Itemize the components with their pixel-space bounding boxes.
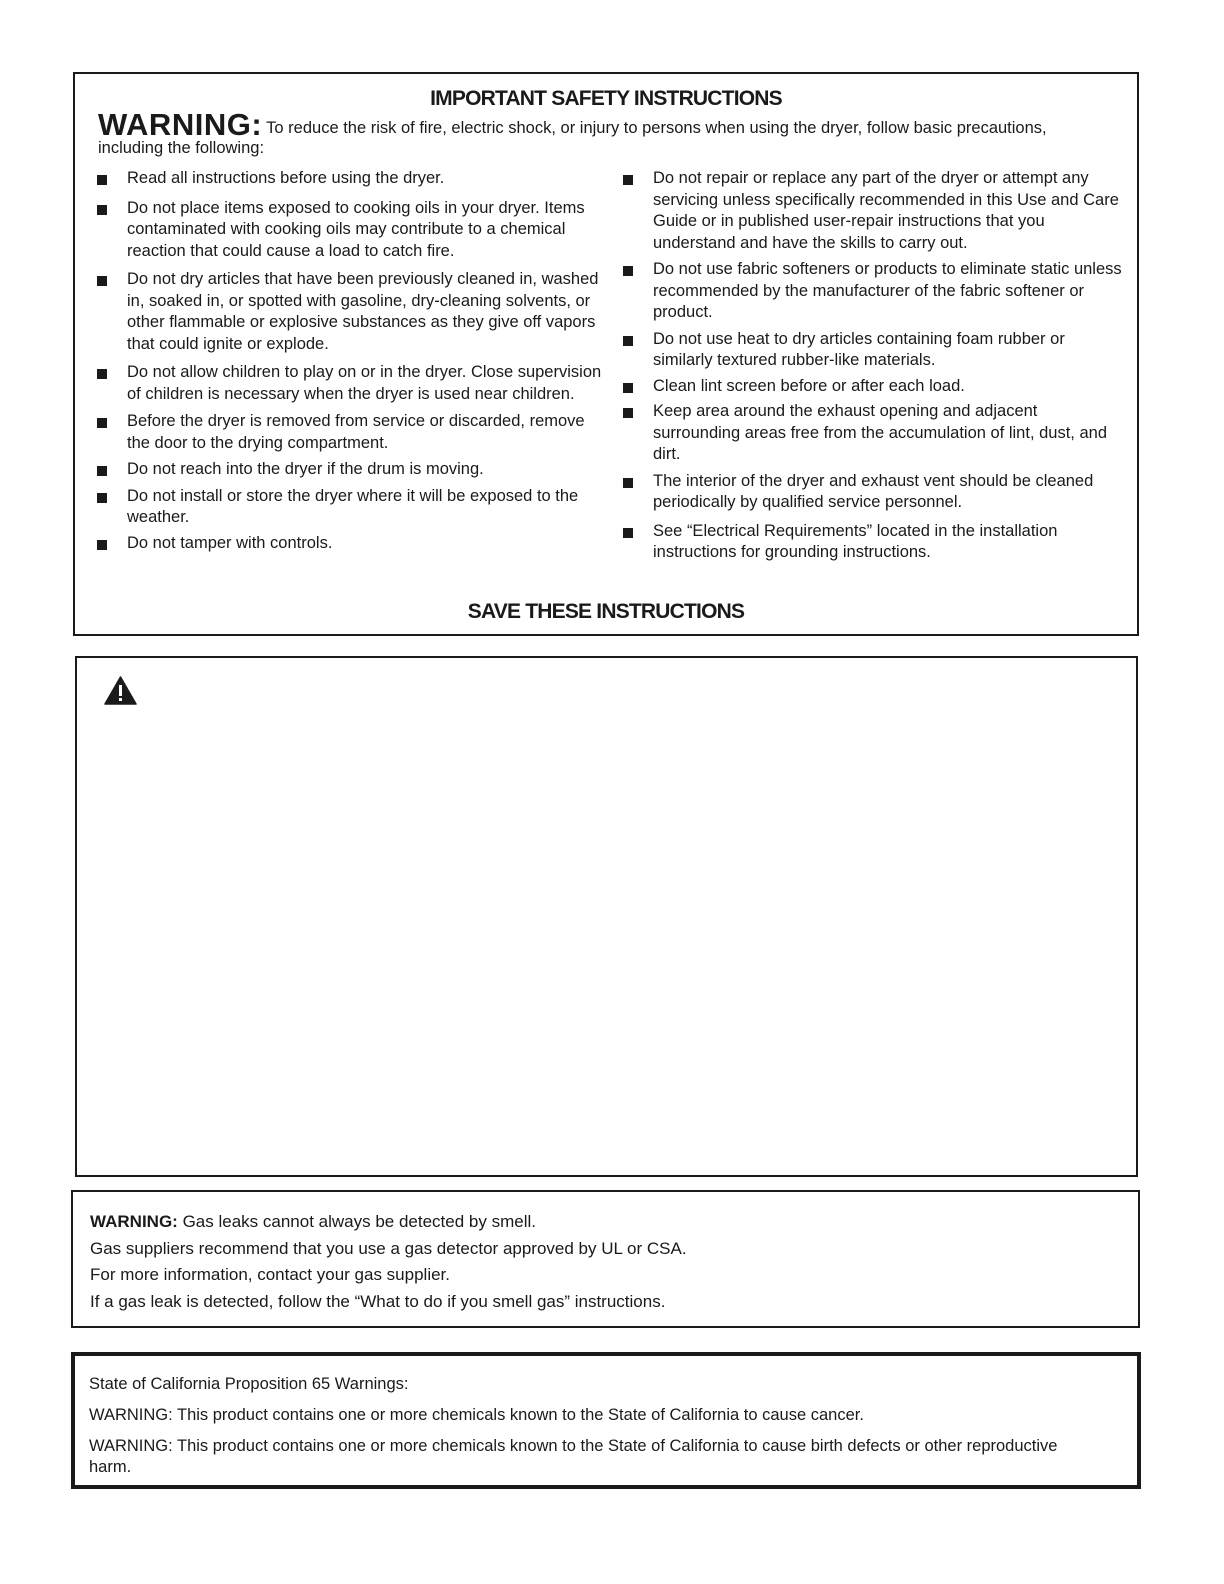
safety-list-left (97, 168, 602, 554)
warning-label: WARNING: (90, 1212, 178, 1231)
bullet-square-icon (97, 540, 107, 550)
intro-text-line1: To reduce the risk of fire, electric shock, or injury to persons when using the dryer, follow basic precautions, (266, 119, 1047, 137)
intro-text-line2: including the following: (98, 139, 265, 157)
list-item: Do not dry articles that have been previously cleaned in, washed in, soaked in, or spotted with gasoline, dry-cleaning solvents, or other flammable or explosive substances as they give off vapors that could ignite or explode. (97, 269, 602, 355)
bullet-square-icon (97, 466, 107, 476)
list-item: Keep area around the exhaust opening and adjacent surrounding areas free from the accumulation of lint, dust, and dirt. (623, 401, 1123, 466)
safety-title: IMPORTANT SAFETY INSTRUCTIONS (430, 87, 782, 110)
bullet-square-icon (623, 528, 633, 538)
prop65-warning-box (71, 1352, 1141, 1489)
bullet-square-icon (97, 175, 107, 185)
warning-label: WARNING: (98, 107, 263, 142)
gas-line-4: If a gas leak is detected, follow the “What to do if you smell gas” instructions. (90, 1291, 666, 1311)
list-item: Do not use heat to dry articles containing foam rubber or similarly textured rubber-like materials. (623, 329, 1123, 372)
list-item: Do not install or store the dryer where it will be exposed to the weather. (97, 486, 602, 529)
bullet-square-icon (97, 493, 107, 503)
list-item: Before the dryer is removed from service or discarded, remove the door to the drying compartment. (97, 411, 602, 454)
list-item: Do not use fabric softeners or products to eliminate static unless recommended by the manufacturer of the fabric softener or product. (623, 259, 1123, 324)
list-item: Do not repair or replace any part of the dryer or attempt any servicing unless specifically recommended in this Use and Care Guide or in published user-repair instructions that you understand and have the skills to carry out. (623, 168, 1123, 254)
bullet-square-icon (623, 478, 633, 488)
list-item: Clean lint screen before or after each load. (623, 376, 1123, 398)
safety-list-right (623, 168, 1123, 564)
safety-intro (98, 108, 1118, 157)
prop65-warning-reproductive: WARNING: This product contains one or more chemicals known to the State of California to cause birth defects or other reproductive harm. (89, 1437, 1058, 1476)
safety-symbol-box (75, 656, 1138, 1177)
list-item: Read all instructions before using the dryer. (97, 168, 602, 190)
bullet-square-icon (623, 408, 633, 418)
save-instructions-title: SAVE THESE INSTRUCTIONS (467, 600, 745, 623)
bullet-square-icon (623, 383, 633, 393)
bullet-square-icon (623, 175, 633, 185)
list-item: Do not place items exposed to cooking oils in your dryer. Items contaminated with cooking oils may contribute to a chemical reaction that could cause a load to catch fire. (97, 198, 602, 263)
list-item: Do not allow children to play on or in the dryer. Close supervision of children is necessary when the dryer is used near children. (97, 362, 602, 405)
prop65-heading: State of California Proposition 65 Warnings: (89, 1375, 409, 1393)
list-item: The interior of the dryer and exhaust vent should be cleaned periodically by qualified service personnel. (623, 471, 1123, 514)
gas-warning-box (71, 1190, 1140, 1328)
bullet-square-icon (97, 418, 107, 428)
list-item: Do not reach into the dryer if the drum is moving. (97, 459, 602, 481)
bullet-square-icon (623, 336, 633, 346)
bullet-square-icon (97, 276, 107, 286)
bullet-square-icon (97, 369, 107, 379)
bullet-square-icon (623, 266, 633, 276)
gas-warning-line: WARNING: Gas leaks cannot always be detected by smell. (90, 1212, 536, 1231)
list-item: See “Electrical Requirements” located in the installation instructions for grounding instructions. (623, 521, 1123, 564)
gas-line-3: For more information, contact your gas supplier. (90, 1265, 450, 1284)
list-item: Do not tamper with controls. (97, 533, 602, 555)
gas-line-2: Gas suppliers recommend that you use a gas detector approved by UL or CSA. (90, 1238, 687, 1258)
warning-triangle-icon (104, 676, 137, 705)
bullet-square-icon (97, 205, 107, 215)
safety-instructions-box (73, 72, 1139, 636)
prop65-warning-cancer: WARNING: This product contains one or more chemicals known to the State of California to cause cancer. (89, 1406, 864, 1424)
